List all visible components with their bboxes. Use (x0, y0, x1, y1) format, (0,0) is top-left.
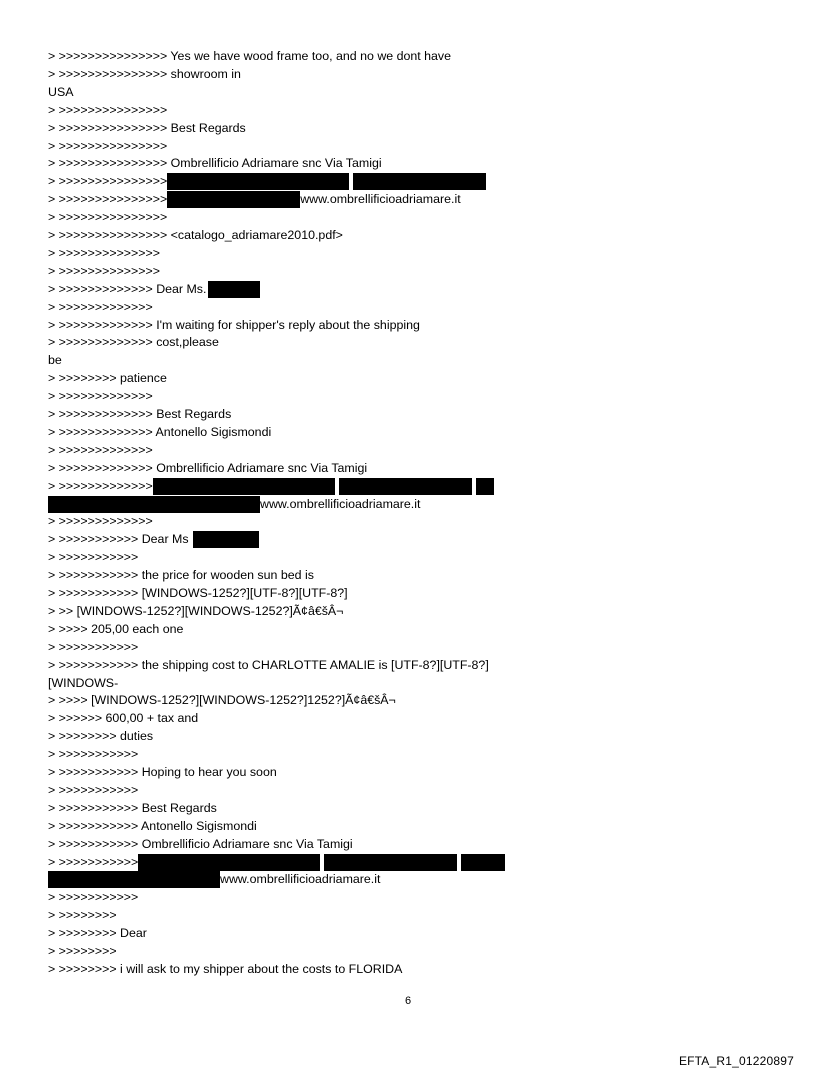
email-line-text: be (48, 353, 62, 368)
email-line (48, 621, 183, 638)
email-line-text: > >>>>>>>>>>>>>>> Best Regards (48, 120, 246, 135)
email-line (48, 513, 153, 530)
email-line-text: > >>>>>>>>>>>>> (48, 514, 153, 529)
redaction-block (167, 191, 300, 208)
email-line-text: > >>>>>>>>>>>>>>> Yes we have wood frame too, and no we dont have (48, 49, 452, 63)
email-line-text: > >>>>>>>>>>> Ombrellificio Adriamare snc Via Tamigi (48, 836, 353, 851)
email-line (48, 102, 167, 119)
email-line-text: > >>>>>>>>>>>>> I'm waiting for shipper's reply about the shipping (48, 317, 420, 332)
email-line-text: > >>>>>>>> (48, 944, 117, 958)
email-line (48, 245, 160, 262)
email-line (48, 460, 367, 477)
redaction-block (339, 478, 472, 495)
email-line-text: > >>>>>>>>>>> Antonello Sigismondi (48, 818, 257, 833)
email-line-text: > >>>>>>>>>>>>> (48, 389, 153, 404)
redaction-block (48, 871, 220, 888)
email-line (48, 138, 167, 155)
email-line (48, 836, 353, 853)
page-number: 6 (404, 995, 412, 1007)
email-line (48, 120, 246, 137)
email-line-text: > >>>>>>>>>>>>>>> <catalogo_adriamare2010.pdf> (48, 228, 343, 242)
email-line (48, 48, 451, 65)
email-line-text: > >>>>>>>>>>>>>>> showroom in (48, 66, 241, 81)
email-line-text: > >>>>>>>>>>> (48, 782, 139, 797)
email-line (48, 585, 348, 602)
email-line (48, 710, 198, 727)
redaction-block (208, 281, 260, 298)
email-line (48, 871, 380, 888)
email-line-text: > >>>> 205,00 each one (48, 621, 184, 636)
email-line (48, 531, 259, 548)
email-line-text: > >>>>>>>>>>>>> cost,please (48, 335, 219, 350)
email-line (48, 209, 167, 226)
email-line (48, 800, 217, 817)
email-line-text: > >>>>>>>>>>> Hoping to hear you soon (48, 765, 277, 779)
website-url: www.ombrellificioadriamare.it (260, 496, 421, 511)
email-line (48, 728, 153, 745)
email-line-text: > >>>>>>>> Dear (48, 926, 147, 941)
email-line-text: > >>>>>>>>>>>>> (48, 442, 153, 457)
redaction-block (324, 854, 457, 871)
email-line-text: > >>>>>>>>>>> [WINDOWS-1252?][UTF-8?][UTF-8?] (48, 586, 348, 600)
email-line (48, 191, 461, 208)
email-line (48, 352, 62, 369)
email-line-text: > >>>>>>>>>>> (48, 550, 139, 565)
email-line-text: > >> [WINDOWS-1252?][WINDOWS-1252?]Ã¢â€šÂ¬ (48, 603, 344, 618)
email-line (48, 281, 260, 298)
email-line (48, 925, 147, 942)
email-line (48, 334, 219, 351)
email-line-text: > >>>>>>>> i will ask to my shipper about the costs to FLORIDA (48, 961, 403, 976)
email-line-text: > >>>>>>>>>>>>>>> (48, 138, 168, 153)
email-line-text: > >>>>>>>>>>> Best Regards (48, 800, 217, 815)
email-line-text: > >>>>>>>>>>>>>> (48, 245, 160, 260)
email-line (48, 657, 489, 674)
redaction-block (48, 496, 260, 513)
email-line-text: > >>>>>>>>>>>>> Best Regards (48, 407, 232, 421)
email-line (48, 66, 241, 83)
email-line-text: > >>>>>>>> (48, 908, 117, 923)
email-line-text: > >>>>>>>>>>> Dear Ms (48, 532, 189, 547)
email-line (48, 639, 138, 656)
email-line (48, 388, 153, 405)
email-line-text: > >>>>>>>>>>>>> Dear Ms. (48, 281, 207, 296)
email-line (48, 317, 420, 334)
email-line (48, 84, 73, 101)
email-line-text: > >>>>>>>>>>>>> Ombrellificio Adriamare snc Via Tamigi (48, 460, 368, 475)
email-line (48, 782, 138, 799)
email-line (48, 854, 505, 871)
email-line (48, 370, 167, 387)
email-line (48, 889, 138, 906)
email-line-text: > >>>>>>>>>>>>> (48, 299, 153, 314)
email-line-text: > >>>>>> 600,00 + tax and (48, 711, 199, 726)
redaction-block (461, 854, 505, 871)
email-line-text: > >>>>>>>>>>> (48, 890, 139, 905)
email-line (48, 692, 396, 709)
redaction-block (353, 173, 486, 190)
email-line (48, 549, 138, 566)
email-line-text: > >>>>>>>>>>>>> (48, 478, 153, 493)
website-url: www.ombrellificioadriamare.it (300, 192, 461, 207)
email-line-text: > >>>>>>>>>>>>>>> (48, 174, 168, 189)
redaction-block (167, 173, 349, 190)
email-line-text: > >>>>>>>>>>> the shipping cost to CHARLOTTE AMALIE is [UTF-8?][UTF-8?] (48, 657, 489, 672)
email-line (48, 424, 271, 441)
email-line (48, 155, 382, 172)
email-line (48, 496, 420, 513)
website-url: www.ombrellificioadriamare.it (220, 872, 381, 887)
email-line-text: > >>>>>>>>>>>>>>> Ombrellificio Adriamare snc Via Tamigi (48, 156, 382, 171)
email-line-text: > >>>>>>>>>>>>> Antonello Sigismondi (48, 424, 272, 439)
email-line-text: USA (48, 84, 74, 99)
email-line-text: > >>>>>>>> patience (48, 371, 167, 386)
redaction-block (193, 531, 259, 548)
email-line-text: > >>>>>>>>>>> (48, 639, 139, 654)
email-line (48, 675, 118, 692)
email-line (48, 764, 277, 781)
redaction-block (476, 478, 494, 495)
email-line (48, 567, 314, 584)
email-line-text: > >>>> [WINDOWS-1252?][WINDOWS-1252?]1252?]Ã¢â€šÂ¬ (48, 693, 396, 708)
email-line (48, 943, 117, 960)
redaction-block (153, 478, 335, 495)
email-line-text: > >>>>>>>>>>>>>>> (48, 210, 168, 225)
email-line (48, 603, 343, 620)
email-line (48, 907, 117, 924)
email-line-text: > >>>>>>>>>>>>>>> (48, 102, 168, 117)
email-line-text: > >>>>>>>>>>> (48, 747, 139, 762)
email-line-text: > >>>>>>>>>>>>>> (48, 263, 160, 278)
email-line-text: > >>>>>>>> duties (48, 729, 154, 744)
email-line (48, 961, 402, 978)
document-id: EFTA_R1_01220897 (678, 1054, 794, 1068)
email-line-text: > >>>>>>>>>>> (48, 854, 139, 869)
email-line (48, 746, 138, 763)
email-line (48, 442, 153, 459)
email-line (48, 299, 153, 316)
email-line (48, 173, 486, 190)
email-line (48, 406, 231, 423)
email-line (48, 227, 343, 244)
email-line (48, 818, 257, 835)
redaction-block (138, 854, 320, 871)
email-line-text: > >>>>>>>>>>> the price for wooden sun bed is (48, 568, 314, 583)
email-line (48, 263, 160, 280)
email-line (48, 478, 494, 495)
email-line-text: [WINDOWS- (48, 675, 119, 690)
email-line-text: > >>>>>>>>>>>>>>> (48, 192, 168, 207)
